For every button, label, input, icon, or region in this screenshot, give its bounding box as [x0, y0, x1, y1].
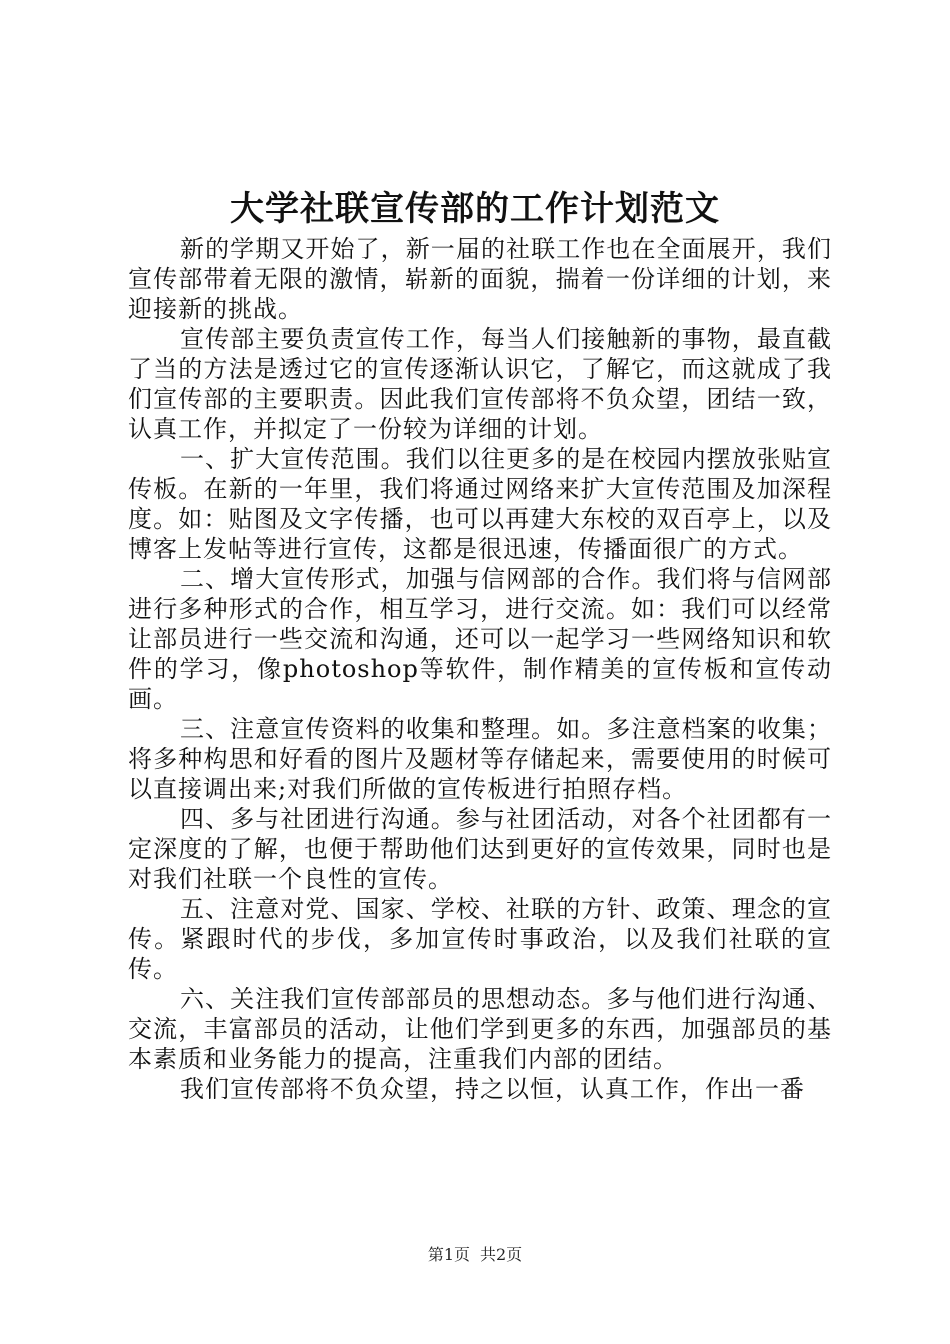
paragraph-item-3: 三、注意宣传资料的收集和整理。如。多注意档案的收集；将多种构思和好看的图片及题材等存储起来，需要使用的时候可以直接调出来;对我们所做的宣传板进行拍照存档。: [128, 715, 832, 803]
document-body: [128, 234, 832, 1104]
page-footer: [0, 1244, 950, 1266]
paragraph-closing: 我们宣传部将不负众望，持之以恒，认真工作，作出一番: [180, 1075, 805, 1103]
paragraph-intro: 新的学期又开始了，新一届的社联工作也在全面展开，我们宣传部带着无限的激情，崭新的面貌，揣着一份详细的计划，来迎接新的挑战。: [128, 235, 832, 323]
document-title: 大学社联宣传部的工作计划范文: [230, 189, 720, 229]
page-total: 共2页: [480, 1245, 523, 1264]
paragraph-item-4: 四、多与社团进行沟通。参与社团活动，对各个社团都有一定深度的了解，也便于帮助他们达到更好的宣传效果，同时也是对我们社联一个良性的宣传。: [128, 805, 832, 893]
paragraph-item-6: 六、关注我们宣传部部员的思想动态。多与他们进行沟通、交流，丰富部员的活动，让他们学到更多的东西，加强部员的基本素质和业务能力的提高，注重我们内部的团结。: [128, 985, 832, 1073]
page-number: 第1页: [427, 1245, 470, 1264]
paragraph-item-1: 一、扩大宣传范围。我们以往更多的是在校园内摆放张贴宣传板。在新的一年里，我们将通过网络来扩大宣传范围及加深程度。如：贴图及文字传播，也可以再建大东校的双百亭上，以及博客上发帖等进行宣传，这都是很迅速，传播面很广的方式。: [128, 445, 832, 563]
paragraph-item-2: 二、增大宣传形式，加强与信网部的合作。我们将与信网部进行多种形式的合作，相互学习，进行交流。如：我们可以经常让部员进行一些交流和沟通，还可以一起学习一些网络知识和软件的学习，像photoshop等软件，制作精美的宣传板和宣传动画。: [128, 565, 832, 713]
paragraph-responsibility: 宣传部主要负责宣传工作，每当人们接触新的事物，最直截了当的方法是透过它的宣传逐渐认识它，了解它，而这就成了我们宣传部的主要职责。因此我们宣传部将不负众望，团结一致，认真工作，并拟定了一份较为详细的计划。: [128, 325, 832, 443]
paragraph-item-5: 五、注意对党、国家、学校、社联的方针、政策、理念的宣传。紧跟时代的步伐，多加宣传时事政治，以及我们社联的宣传。: [128, 895, 832, 983]
